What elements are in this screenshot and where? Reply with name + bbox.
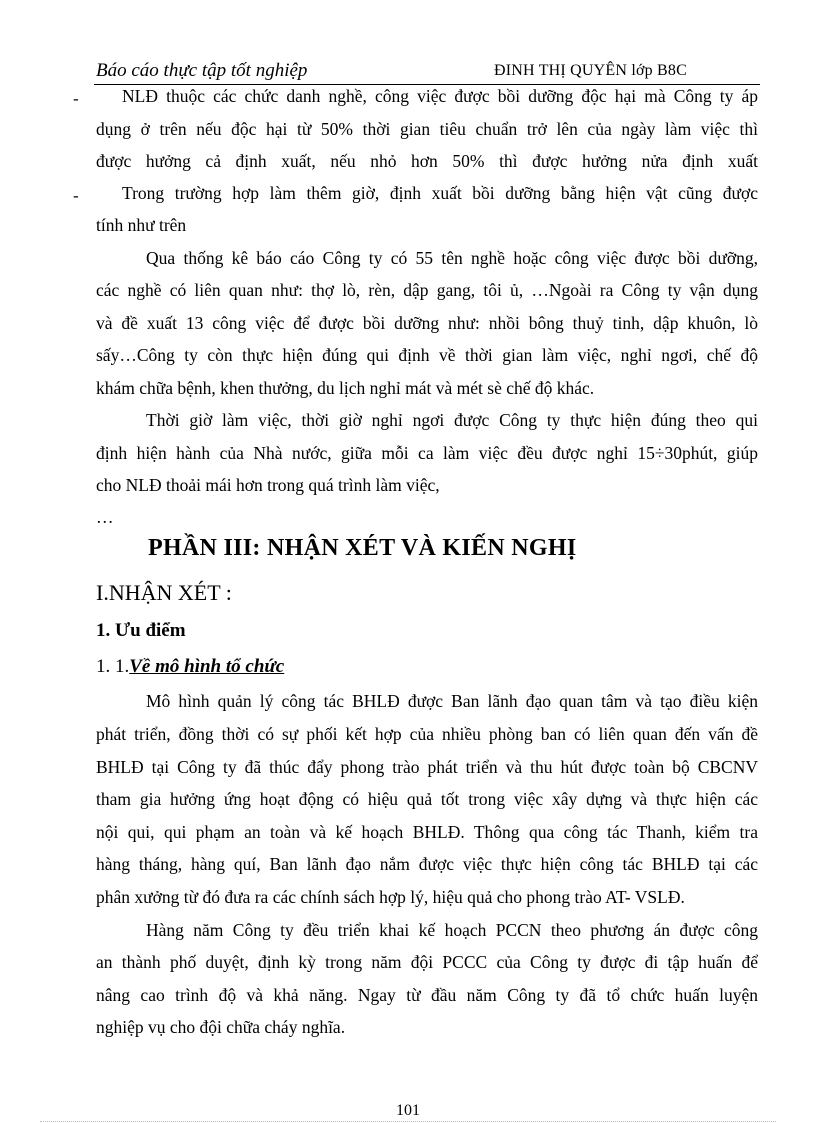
text-line: Qua thống kê báo cáo Công ty có 55 tên nghề hoặc công việc được bồi dưỡng, — [146, 248, 758, 268]
heading-text: Về mô hình tổ chức — [129, 656, 285, 677]
bullet-mark: - — [73, 89, 79, 108]
text-line: cho NLĐ thoải mái hơn trong quá trình làm việc, — [96, 475, 440, 495]
text-line: khám chữa bệnh, khen thưởng, du lịch nghỉ mát và mét sè chế độ khác. — [96, 378, 595, 398]
text-line: được hưởng cả định xuất, nếu nhỏ hơn 50% thì được hưởng nửa định xuất — [96, 151, 758, 171]
ellipsis: … — [96, 507, 114, 527]
text-line: nâng cao trình độ và khả năng. Ngay từ đầu năm Công ty đã tổ chức huấn luyện — [96, 985, 758, 1005]
header-author: ĐINH THỊ QUYÊN lớp B8C — [494, 62, 688, 79]
heading-nhan-xet: I.NHẬN XÉT : — [96, 580, 232, 605]
text-line: phát triển, đồng thời có sự phối kết hợp của nhiều phòng ban có liên quan đến vấn đề — [96, 724, 758, 744]
text-line: an thành phố duyệt, định kỳ trong năm đội PCCC của Công ty được đi tập huấn để — [96, 952, 758, 972]
text-line: Thời giờ làm việc, thời giờ nghỉ ngơi được Công ty thực hiện đúng theo qui — [146, 410, 758, 430]
text-line: định hiện hành của Nhà nước, giữa mỗi ca làm việc đều được nghỉ 15÷30phút, giúp — [96, 443, 758, 463]
page-number: 101 — [396, 1102, 420, 1119]
footer-divider — [40, 1121, 776, 1122]
text-line: tham gia hưởng ứng hoạt động có hiệu quả tốt trong việc xây dựng và thực hiện các — [96, 789, 758, 809]
text-line: các nghề có liên quan như: thợ lò, rèn, dập gang, tôi ủ, …Ngoài ra Công ty vận dụng — [96, 280, 758, 300]
text-line: phân xưởng từ đó đưa ra các chính sách hợp lý, hiệu quả cho phong trào AT- VSLĐ. — [96, 887, 685, 907]
header-report-title: Báo cáo thực tập tốt nghiệp — [96, 60, 308, 81]
text-line: BHLĐ tại Công ty đã thúc đẩy phong trào phát triển và thu hút được toàn bộ CBCNV — [96, 757, 758, 777]
text-line: dụng ở trên nếu độc hại từ 50% thời gian tiêu chuẩn trở lên của ngày làm việc thì — [96, 119, 758, 139]
text-line: NLĐ thuộc các chức danh nghề, công việc được bồi dưỡng độc hại mà Công ty áp — [122, 86, 758, 106]
text-line: sấy…Công ty còn thực hiện đúng qui định về thời gian làm việc, nghỉ ngơi, chế độ — [96, 345, 758, 365]
text-line: hàng tháng, hàng quí, Ban lãnh đạo nắm được việc thực hiện công tác BHLĐ tại các — [96, 854, 758, 874]
bullet-mark: - — [73, 186, 79, 205]
heading-number: 1. 1. — [96, 656, 130, 677]
text-line: tính như trên — [96, 215, 187, 235]
text-line: và đề xuất 13 công việc để được bồi dưỡng như: nhồi bông thuỷ tinh, dập khuôn, lò — [96, 313, 758, 333]
text-line: nội qui, qui phạm an toàn và kế hoạch BHLĐ. Thông qua công tác Thanh, kiểm tra — [96, 822, 758, 842]
text-line: Trong trường hợp làm thêm giờ, định xuất bồi dưỡng bằng hiện vật cũng được — [122, 183, 758, 203]
page-header — [94, 58, 760, 85]
text-line: Hàng năm Công ty đều triển khai kế hoạch PCCN theo phương án được công — [146, 920, 758, 940]
text-line: Mô hình quản lý công tác BHLĐ được Ban lãnh đạo quan tâm và tạo điều kiện — [146, 691, 758, 711]
text-line: nghiệp vụ cho đội chữa cháy nghĩa. — [96, 1017, 346, 1037]
heading-uu-diem: 1. Ưu điểm — [96, 620, 186, 641]
section-title: PHẦN III: NHẬN XÉT VÀ KIẾN NGHỊ — [148, 535, 577, 561]
heading-mo-hinh-to-chuc — [96, 656, 284, 678]
